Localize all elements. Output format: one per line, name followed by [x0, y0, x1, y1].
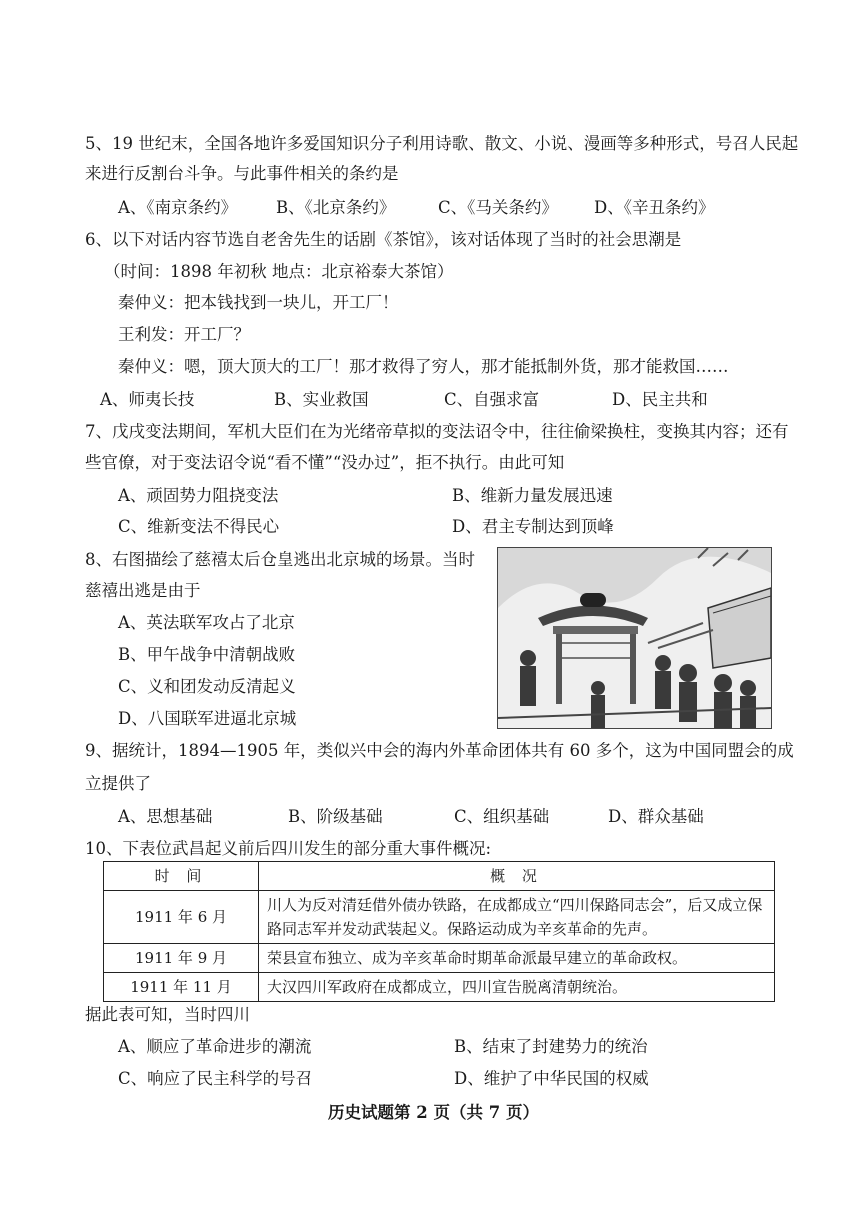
- q8-stem-line1: 8、右图描绘了慈禧太后仓皇逃出北京城的场景。当时: [85, 550, 475, 569]
- q9-stem-line2: 立提供了: [85, 774, 151, 793]
- q5-option-c: C、《马关条约》: [438, 198, 558, 217]
- q8-stem-line2: 慈禧出逃是由于: [85, 581, 201, 600]
- table-cell-desc: 大汉四川军政府在成都成立，四川宣告脱离清朝统治。: [259, 973, 775, 1002]
- q9-option-a: A、思想基础: [118, 807, 213, 826]
- q9-option-b: B、阶级基础: [288, 807, 383, 826]
- q10-option-d: D、维护了中华民国的权威: [454, 1069, 649, 1088]
- table-cell-desc: 川人为反对清廷借外债办铁路，在成都成立“四川保路同志会”，后又成立保路同志军并发动武装起义。保路运动成为辛亥革命的先声。: [259, 891, 775, 944]
- q5-stem-line1: 5、19 世纪末，全国各地许多爱国知识分子利用诗歌、散文、小说、漫画等多种形式，号召人民起: [85, 134, 799, 153]
- q6-option-b: B、实业救国: [274, 390, 369, 409]
- table-cell-desc: 荣县宣布独立、成为辛亥革命时期革命派最早建立的革命政权。: [259, 944, 775, 973]
- q10-option-c: C、响应了民主科学的号召: [118, 1069, 313, 1088]
- q7-option-c: C、维新变法不得民心: [118, 517, 280, 536]
- q6-option-d: D、民主共和: [612, 390, 708, 409]
- q9-stem-line1: 9、据统计，1894—1905 年，类似兴中会的海内外革命团体共有 60 多个，这为中国同盟会的成: [85, 741, 794, 760]
- q8-option-a: A、英法联军攻占了北京: [118, 613, 295, 632]
- q10-option-a: A、顺应了革命进步的潮流: [118, 1037, 312, 1056]
- q6-dialog-line: 王利发：开工厂？: [118, 325, 250, 344]
- table-cell-time: 1911 年 6 月: [104, 891, 259, 944]
- table-row: [104, 944, 775, 973]
- events-table: [103, 861, 775, 1002]
- q7-option-b: B、维新力量发展迅速: [452, 486, 613, 505]
- q8-option-d: D、八国联军进逼北京城: [118, 709, 297, 728]
- q6-setting: （时间：1898 年初秋 地点：北京裕泰大茶馆）: [104, 262, 454, 281]
- q10-option-b: B、结束了封建势力的统治: [454, 1037, 648, 1056]
- q8-illustration: [497, 547, 772, 729]
- q10-stem: 10、下表位武昌起义前后四川发生的部分重大事件概况:: [85, 839, 492, 858]
- page-footer: 历史试题第 2 页（共 7 页）: [328, 1103, 539, 1122]
- header-summary: 概 况: [259, 862, 775, 891]
- q7-stem-line1: 7、戊戌变法期间，军机大臣们在为光绪帝草拟的变法诏令中，往往偷梁换柱，变换其内容；还有: [85, 422, 789, 441]
- table-cell-time: 1911 年 11 月: [104, 973, 259, 1002]
- q10-followup: 据此表可知，当时四川: [85, 1005, 250, 1024]
- table-cell-time: 1911 年 9 月: [104, 944, 259, 973]
- q8-option-b: B、甲午战争中清朝战败: [118, 645, 296, 664]
- q9-option-c: C、组织基础: [454, 807, 550, 826]
- q7-option-a: A、顽固势力阻挠变法: [118, 486, 279, 505]
- table-header-row: [104, 862, 775, 891]
- header-time: 时 间: [104, 862, 259, 891]
- q7-stem-line2: 些官僚，对于变法诏令说“看不懂”“没办过”，拒不执行。由此可知: [85, 453, 565, 472]
- table-row: [104, 891, 775, 944]
- q5-option-d: D、《辛丑条约》: [594, 198, 715, 217]
- q6-dialog-line: 秦仲义：把本钱找到一块儿，开工厂！: [118, 293, 399, 312]
- q6-option-c: C、自强求富: [444, 390, 540, 409]
- q6-option-a: A、师夷长技: [100, 390, 195, 409]
- q5-option-b: B、《北京条约》: [276, 198, 396, 217]
- q5-stem-line2: 来进行反割台斗争。与此事件相关的条约是: [85, 164, 399, 183]
- q5-option-a: A、《南京条约》: [118, 198, 238, 217]
- empress-flight-illustration: [498, 548, 771, 728]
- q8-option-c: C、义和团发动反清起义: [118, 677, 296, 696]
- q9-option-d: D、群众基础: [608, 807, 704, 826]
- table-row: [104, 973, 775, 1002]
- q7-option-d: D、君主专制达到顶峰: [452, 517, 614, 536]
- q6-dialog-line: 秦仲义：嗯，顶大顶大的工厂！那才救得了穷人，那才能抵制外货，那才能救国……: [118, 357, 729, 376]
- q6-stem: 6、以下对话内容节选自老舍先生的话剧《茶馆》，该对话体现了当时的社会思潮是: [85, 230, 682, 249]
